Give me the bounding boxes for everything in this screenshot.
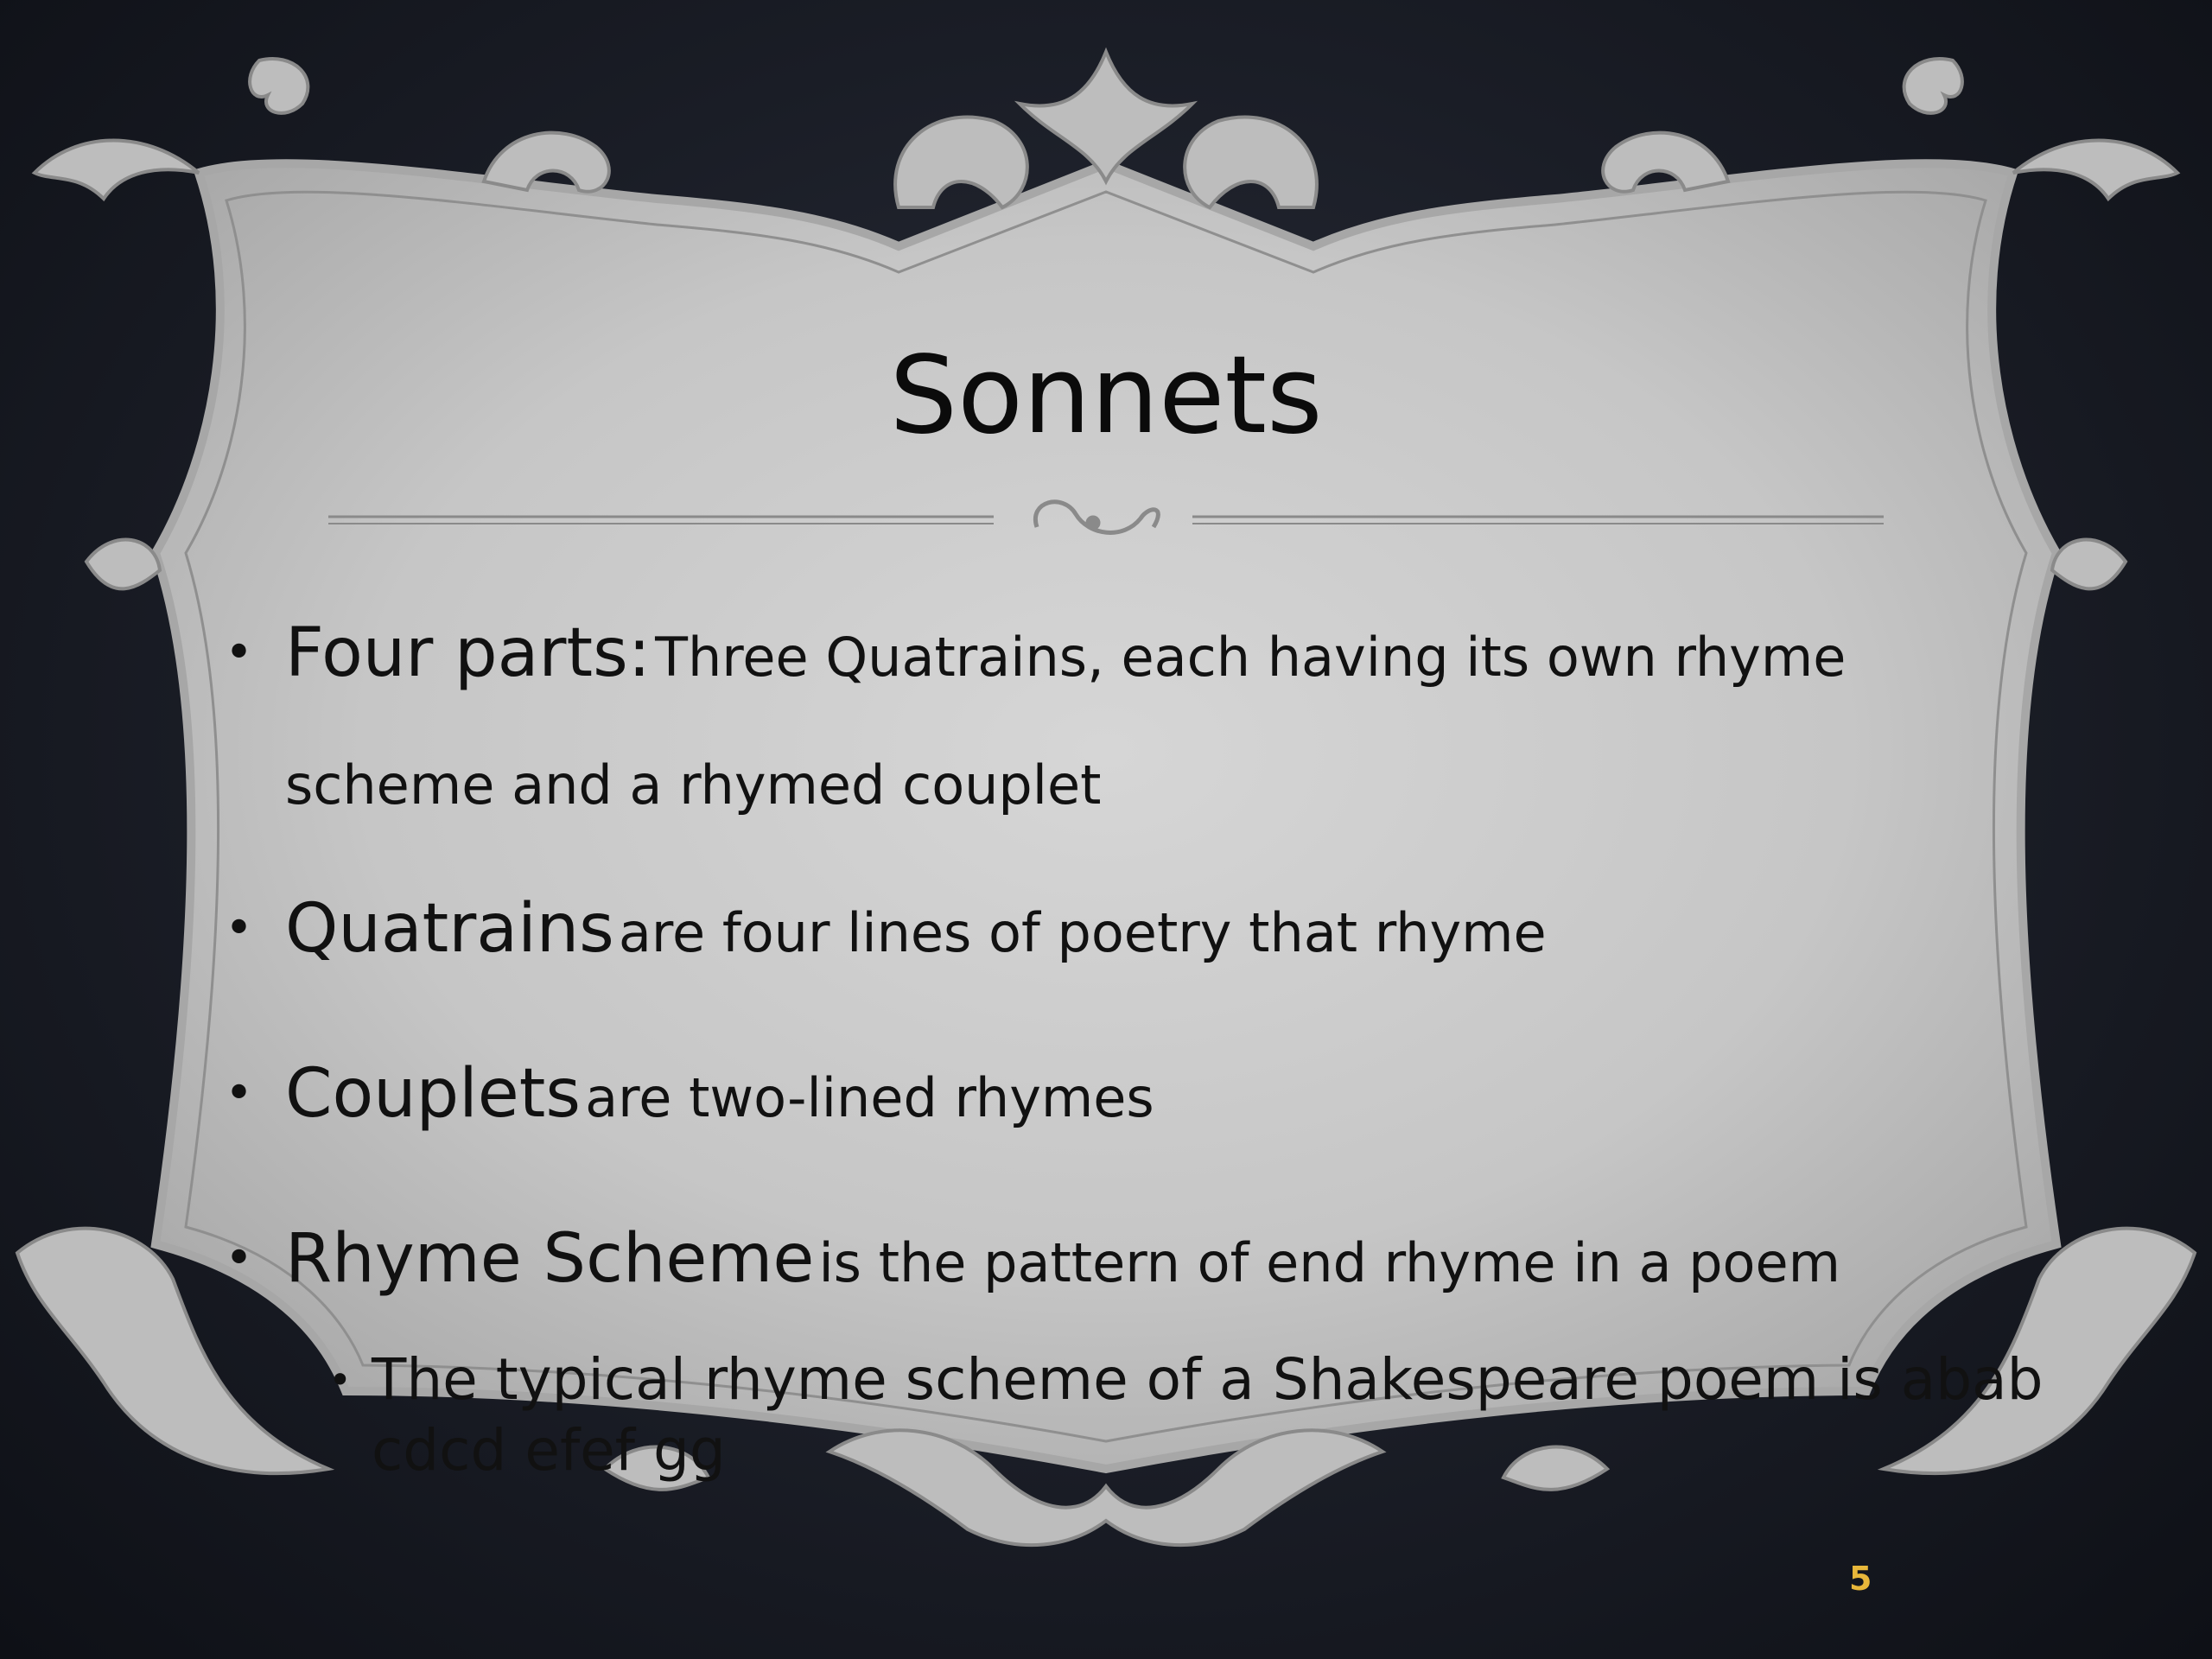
bullet-item [225,1207,2048,1486]
bullet-term: Quatrains [285,890,614,968]
bullet-term: Couplets [285,1055,582,1133]
bullet-list [225,596,2048,1486]
bullet-item [225,596,2048,856]
page-number: 5 [1849,1560,1872,1598]
slide-title: Sonnets [889,334,1323,458]
bullet-term: Four parts: [285,614,651,692]
bullet-description: are four lines of poetry that rhyme [618,901,1547,964]
sub-bullet-item: • The typical rhyme scheme of a Shakespeare poem is abab cdcd efef gg [285,1344,2048,1486]
bullet-item [225,1042,2048,1164]
bullet-description: is the pattern of end rhyme in a poem [818,1231,1841,1294]
bullet-description: are two-lined rhymes [585,1066,1154,1129]
bullet-item [225,877,2048,999]
bullet-term: Rhyme Scheme [285,1220,815,1298]
bullet-description: Three Quatrains, each having its own rhyme scheme and a rhymed couplet [285,626,1847,817]
sub-bullet-list [285,1344,2048,1486]
